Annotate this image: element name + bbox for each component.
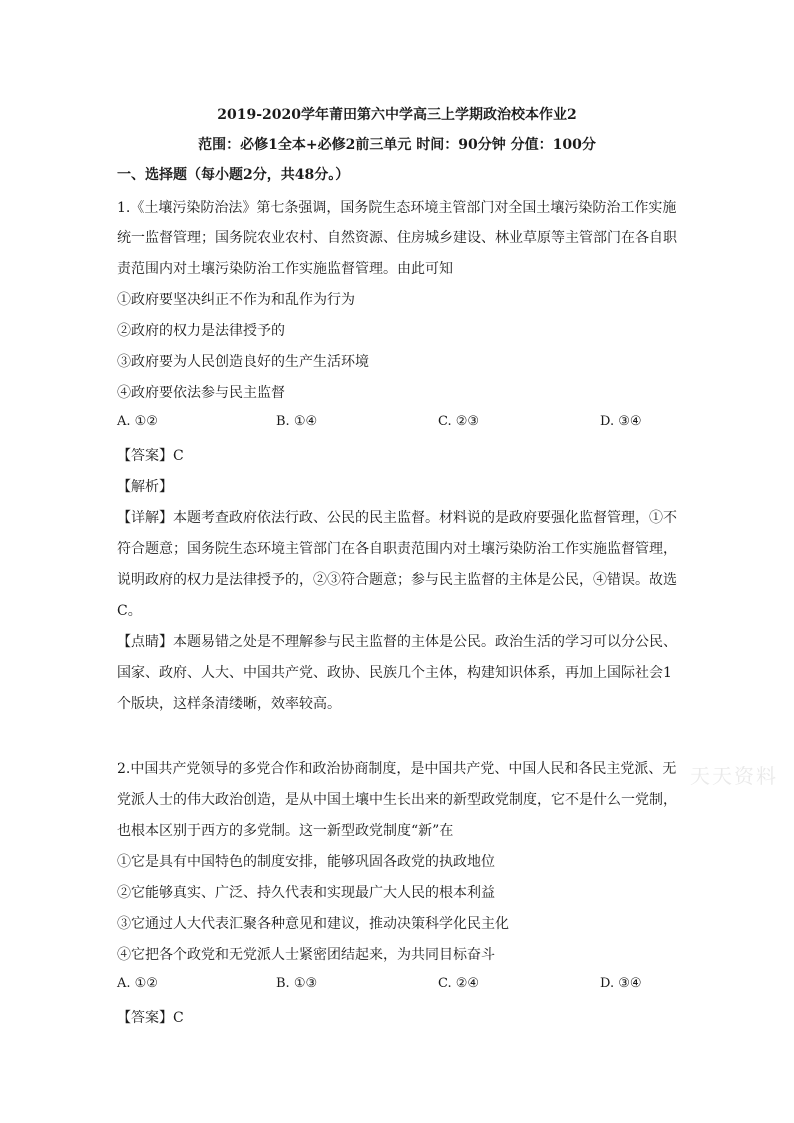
q1-item: ①政府要坚决纠正不作为和乱作为行为	[117, 292, 355, 308]
q1-tip-line: 国家、政府、人大、中国共产党、政协、民族几个主体，构建知识体系，再加上国际社会1	[117, 665, 672, 681]
q2-item: ①它是具有中国特色的制度安排，能够巩固各政党的执政地位	[117, 854, 495, 870]
q1-detail-line: 符合题意；国务院生态环境主管部门在各自职责范围内对土壤污染防治工作实施监督管理，	[117, 541, 677, 557]
q1-stem-line: 1.《土壤污染防治法》第七条强调，国务院生态环境主管部门对全国土壤污染防治工作实施	[117, 200, 677, 216]
q2-stem-line: 也根本区别于西方的多党制。这一新型政党制度“新”在	[117, 823, 454, 839]
q1-detail-line: 说明政府的权力是法律授予的，②③符合题意；参与民主监督的主体是公民，④错误。故选	[117, 572, 677, 588]
q1-detail-line: 【详解】本题考查政府依法行政、公民的民主监督。材料说的是政府要强化监督管理，①不	[117, 510, 677, 526]
document-title: 2019-2020学年莆田第六中学高三上学期政治校本作业2	[217, 107, 577, 123]
q1-option-a: A. ①②	[117, 414, 158, 429]
q2-item: ③它通过人大代表汇聚各种意见和建议，推动决策科学化民主化	[117, 916, 509, 932]
q2-option-b: B. ①③	[276, 976, 318, 991]
watermark-logo: 天天资料	[690, 764, 778, 788]
q1-item: ②政府的权力是法律授予的	[117, 323, 285, 339]
q2-option-d: D. ③④	[600, 976, 642, 991]
q1-option-d: D. ③④	[600, 414, 642, 429]
q2-stem-line: 2.中国共产党领导的多党合作和政治协商制度，是中国共产党、中国人民和各民主党派、无	[117, 761, 677, 777]
q2-option-a: A. ①②	[117, 976, 158, 991]
q1-analysis-label: 【解析】	[117, 479, 173, 495]
section-heading: 一、选择题（每小题2分，共48分。）	[117, 167, 350, 183]
q1-tip-line: 【点睛】本题易错之处是不理解参与民主监督的主体是公民。政治生活的学习可以分公民、	[117, 634, 677, 650]
q1-tip-line: 个版块，这样条清缕晰，效率较高。	[117, 696, 341, 712]
q1-item: ③政府要为人民创造良好的生产生活环境	[117, 354, 369, 370]
q1-option-c: C. ②③	[438, 414, 480, 429]
document-subtitle: 范围：必修1全本+必修2前三单元 时间：90分钟 分值：100分	[198, 137, 596, 153]
q1-stem-line: 统一监督管理；国务院农业农村、自然资源、住房城乡建设、林业草原等主管部门在各自职	[117, 230, 677, 246]
q1-stem-line: 责范围内对土壤污染防治工作实施监督管理。由此可知	[117, 261, 453, 277]
q2-stem-line: 党派人士的伟大政治创造，是从中国土壤中生长出来的新型政党制度，它不是什么一党制，	[117, 792, 677, 808]
q2-item: ②它能够真实、广泛、持久代表和实现最广大人民的根本利益	[117, 885, 495, 901]
q1-answer: 【答案】C	[117, 448, 184, 464]
q1-option-b: B. ①④	[276, 414, 318, 429]
q1-item: ④政府要依法参与民主监督	[117, 385, 285, 401]
q2-answer: 【答案】C	[117, 1010, 184, 1026]
q2-item: ④它把各个政党和无党派人士紧密团结起来，为共同目标奋斗	[117, 947, 495, 963]
q2-option-c: C. ②④	[438, 976, 480, 991]
q1-detail-line: C。	[117, 603, 142, 619]
